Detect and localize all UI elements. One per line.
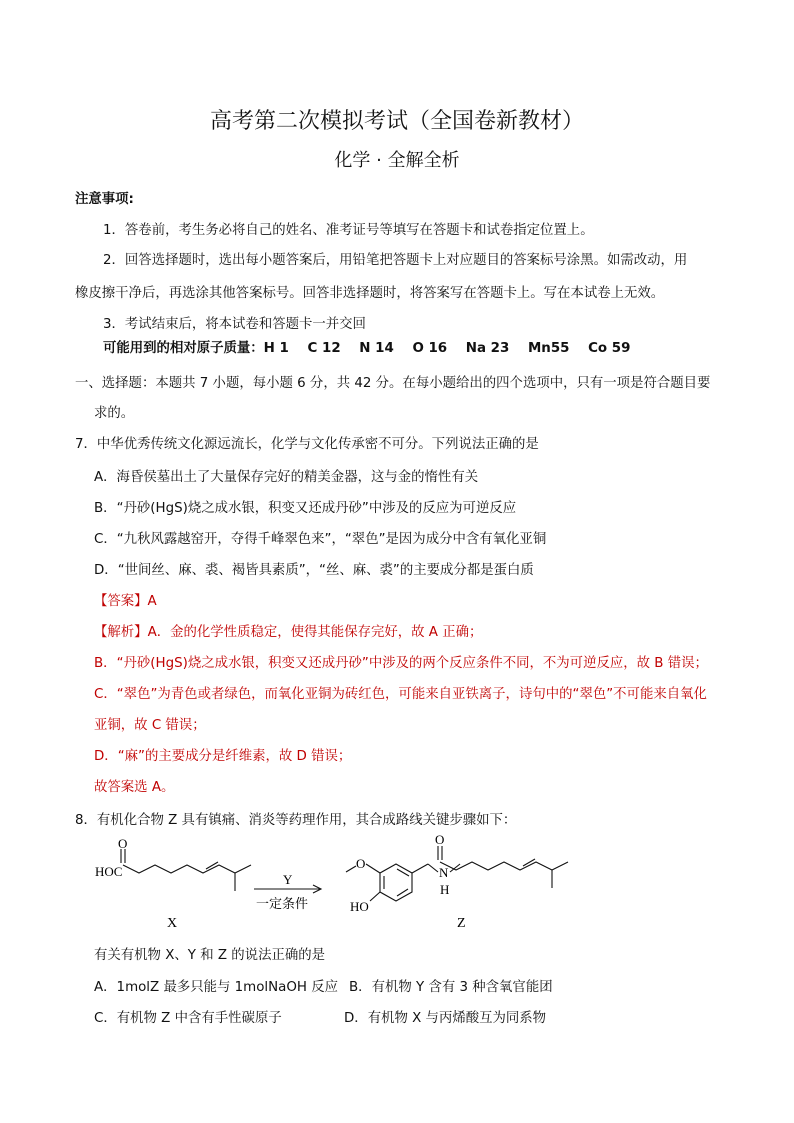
q7-answer: 【答案】A	[94, 594, 157, 609]
x-hoc-label: HOC	[95, 864, 123, 879]
q7-analysis-a	[94, 621, 482, 640]
q7-conclusion: 故答案选 A。	[94, 780, 175, 795]
q7-option-c: C．“九秋风露越窑开，夺得千峰翠色来”，“翠色”是因为成分中含有氧化亚铜	[94, 532, 547, 547]
q8-option-c: C．有机物 Z 中含有手性碳原子	[94, 1011, 282, 1026]
z-carbonyl-o: O	[435, 832, 445, 847]
notice-item-3: 3．考试结束后，将本试卷和答题卡一并交回	[103, 317, 366, 332]
notice-item-2-line-2: 橡皮擦干净后，再选涂其他答案标号。回答非选择题时，将答案写在答题卡上。写在本试卷上无效。	[75, 286, 665, 301]
page-subtitle: 化学 · 全解全析	[334, 150, 460, 171]
notice-item-1: 1．答卷前，考生务必将自己的姓名、准考证号等填写在答题卡和试卷指定位置上。	[103, 223, 594, 238]
label-z: Z	[457, 916, 466, 931]
q8-stem: 8．有机化合物 Z 具有镇痛、消炎等药理作用，其合成路线关键步骤如下：	[75, 813, 517, 828]
q7-analysis-d: D．“麻”的主要成分是纤维素，故 D 错误；	[94, 749, 352, 764]
q7-analysis-a-text: A．金的化学性质稳定，使得其能保存完好，故 A 正确；	[147, 625, 483, 640]
atomic-masses: 可能用到的相对原子质量：H 1 C 12 N 14 O 16 Na 23 Mn55 Co 59	[103, 341, 631, 356]
q7-option-a: A．海昏侯墓出土了大量保存完好的精美金器，这与金的惰性有关	[94, 470, 479, 485]
q7-option-d: D．“世间丝、麻、裘、褐皆具素质”，“丝、麻、裘”的主要成分都是蛋白质	[94, 563, 534, 578]
compound-z-structure	[346, 846, 568, 901]
label-x: X	[167, 916, 178, 931]
z-amide-h: H	[440, 882, 450, 897]
z-amide-n: N	[439, 865, 449, 880]
reagent-y-label: Y	[283, 872, 293, 887]
q7-stem: 7．中华优秀传统文化源远流长，化学与文化传承密不可分。下列说法正确的是	[75, 437, 539, 452]
q8-option-b: B．有机物 Y 含有 3 种含氧官能团	[349, 980, 553, 995]
x-carbonyl-o: O	[118, 836, 128, 851]
notice-item-2-line-1: 2．回答选择题时，选出每小题答案后，用铅笔把答题卡上对应题目的答案标号涂黑。如需改动，用	[103, 253, 688, 268]
section-heading-line-2: 求的。	[94, 406, 135, 421]
section-heading-line-1: 一、选择题：本题共 7 小题，每小题 6 分，共 42 分。在每小题给出的四个选项中，只有一项是符合题目要	[75, 376, 711, 391]
q7-option-b: B．“丹砂(HgS)烧之成水银，积变又还成丹砂”中涉及的反应为可逆反应	[94, 501, 517, 516]
q7-analysis-label: 【解析】	[94, 625, 148, 640]
page-title: 高考第二次模拟考试（全国卷新教材）	[209, 109, 584, 134]
q7-analysis-c-line-2: 亚铜，故 C 错误；	[94, 718, 206, 733]
q8-option-a: A．1molZ 最多只能与 1molNaOH 反应	[94, 980, 339, 995]
compound-x-structure	[121, 849, 251, 891]
q7-analysis-c-line-1: C．“翠色”为青色或者绿色，而氧化亚铜为砖红色，可能来自亚铁离子，诗句中的“翠色”不可能来自氧化	[94, 687, 707, 702]
q8-option-d: D．有机物 X 与丙烯酸互为同系物	[344, 1011, 547, 1026]
q8-question: 有关有机物 X、Y 和 Z 的说法正确的是	[94, 948, 326, 963]
z-hydroxyl-label: HO	[350, 899, 369, 914]
z-methoxy-o: O	[356, 856, 366, 871]
condition-label: 一定条件	[256, 897, 309, 912]
q7-analysis-b: B．“丹砂(HgS)烧之成水银，积变又还成丹砂”中涉及的两个反应条件不同，不为可逆反应，故 B 错误；	[94, 656, 708, 671]
reaction-scheme	[80, 832, 580, 942]
notice-heading: 注意事项:	[75, 192, 134, 207]
